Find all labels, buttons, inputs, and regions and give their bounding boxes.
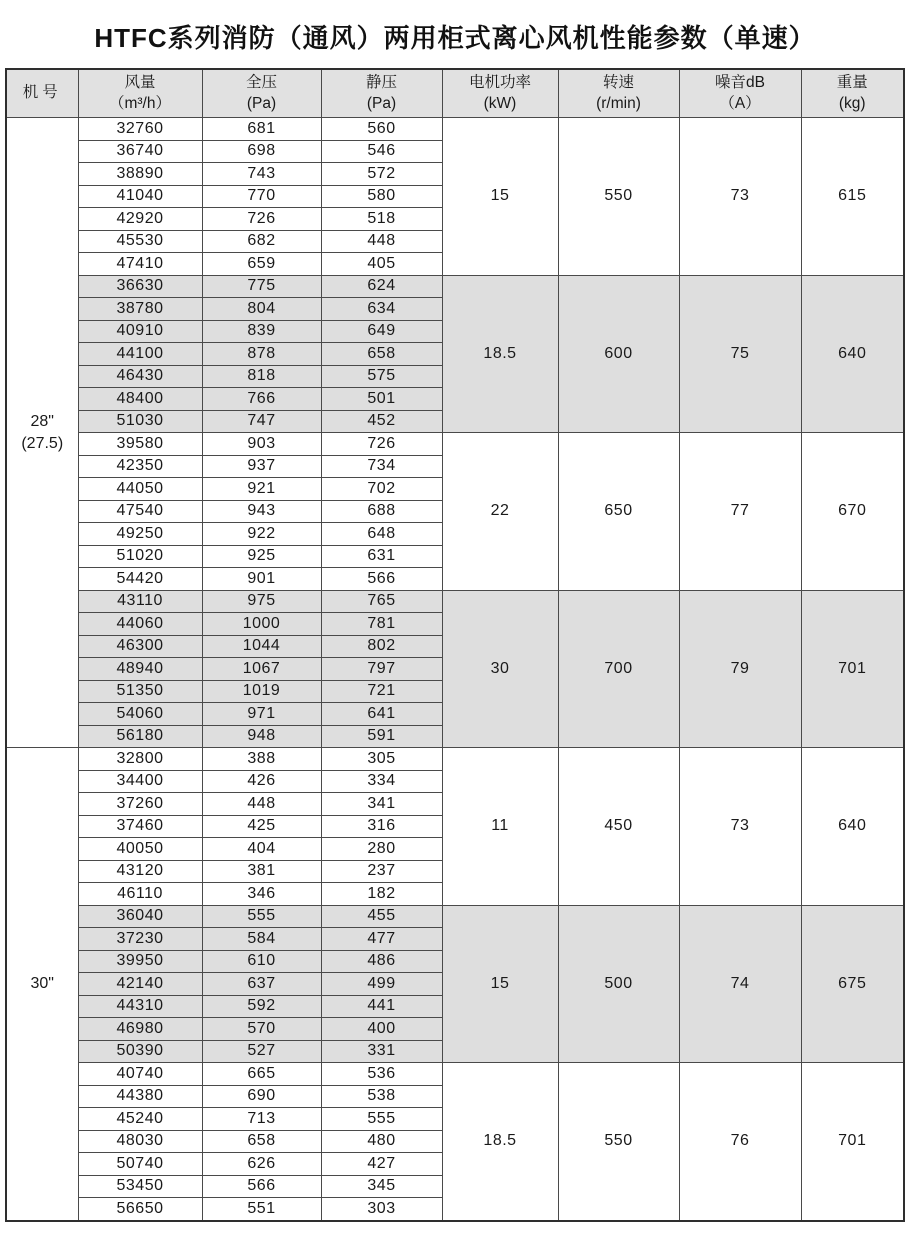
- header-total-pressure: [202, 69, 321, 118]
- weight-cell: 670: [801, 433, 904, 591]
- total-pressure-cell: 527: [202, 1040, 321, 1063]
- static-pressure-cell: 280: [321, 838, 442, 861]
- total-pressure-cell: 747: [202, 410, 321, 433]
- total-pressure-cell: 659: [202, 253, 321, 276]
- total-pressure-cell: 726: [202, 208, 321, 231]
- airflow-cell: 44310: [78, 995, 202, 1018]
- total-pressure-cell: 570: [202, 1018, 321, 1041]
- airflow-cell: 34400: [78, 770, 202, 793]
- total-pressure-cell: 555: [202, 905, 321, 928]
- static-pressure-cell: 721: [321, 680, 442, 703]
- header-weight-unit: (kg): [838, 94, 866, 112]
- airflow-cell: 42920: [78, 208, 202, 231]
- total-pressure-cell: 592: [202, 995, 321, 1018]
- static-pressure-cell: 477: [321, 928, 442, 951]
- total-pressure-cell: 1019: [202, 680, 321, 703]
- header-speed: [558, 69, 679, 118]
- airflow-cell: 40910: [78, 320, 202, 343]
- airflow-cell: 37460: [78, 815, 202, 838]
- airflow-cell: 32800: [78, 748, 202, 771]
- speed-cell: 500: [558, 905, 679, 1063]
- table-row: [6, 118, 904, 141]
- total-pressure-cell: 770: [202, 185, 321, 208]
- airflow-cell: 44050: [78, 478, 202, 501]
- airflow-cell: 49250: [78, 523, 202, 546]
- table-row: [6, 905, 904, 928]
- static-pressure-cell: 649: [321, 320, 442, 343]
- static-pressure-cell: 331: [321, 1040, 442, 1063]
- total-pressure-cell: 626: [202, 1153, 321, 1176]
- header-motor-power-unit: (kW): [483, 94, 517, 112]
- airflow-cell: 42350: [78, 455, 202, 478]
- airflow-cell: 44100: [78, 343, 202, 366]
- header-speed-label: 转速: [602, 74, 634, 92]
- airflow-cell: 43120: [78, 860, 202, 883]
- total-pressure-cell: 698: [202, 140, 321, 163]
- table-row: [6, 275, 904, 298]
- weight-cell: 615: [801, 118, 904, 276]
- table-row: [6, 748, 904, 771]
- airflow-cell: 39580: [78, 433, 202, 456]
- power-cell: 18.5: [442, 1063, 558, 1221]
- airflow-cell: 38780: [78, 298, 202, 321]
- model-line1: 30": [30, 974, 54, 992]
- airflow-cell: 45530: [78, 230, 202, 253]
- total-pressure-cell: 766: [202, 388, 321, 411]
- static-pressure-cell: 499: [321, 973, 442, 996]
- noise-cell: 75: [679, 275, 801, 433]
- static-pressure-cell: 341: [321, 793, 442, 816]
- table-row: [6, 1063, 904, 1086]
- power-cell: 22: [442, 433, 558, 591]
- model-cell: [6, 748, 78, 1221]
- total-pressure-cell: 665: [202, 1063, 321, 1086]
- static-pressure-cell: 536: [321, 1063, 442, 1086]
- header-total-pressure-unit: (Pa): [246, 94, 277, 112]
- airflow-cell: 37230: [78, 928, 202, 951]
- airflow-cell: 51030: [78, 410, 202, 433]
- total-pressure-cell: 878: [202, 343, 321, 366]
- total-pressure-cell: 775: [202, 275, 321, 298]
- total-pressure-cell: 975: [202, 590, 321, 613]
- weight-cell: 701: [801, 590, 904, 748]
- weight-cell: 640: [801, 275, 904, 433]
- page-title: HTFC系列消防（通风）两用柜式离心风机性能参数（单速）: [94, 23, 816, 53]
- header-airflow: [78, 69, 202, 118]
- airflow-cell: 32760: [78, 118, 202, 141]
- header-row: [6, 69, 904, 118]
- table-row: [6, 590, 904, 613]
- total-pressure-cell: 804: [202, 298, 321, 321]
- table-row: [6, 433, 904, 456]
- static-pressure-cell: 572: [321, 163, 442, 186]
- static-pressure-cell: 781: [321, 613, 442, 636]
- total-pressure-cell: 681: [202, 118, 321, 141]
- airflow-cell: 46980: [78, 1018, 202, 1041]
- header-weight-label: 重量: [836, 74, 868, 92]
- total-pressure-cell: 682: [202, 230, 321, 253]
- airflow-cell: 47410: [78, 253, 202, 276]
- total-pressure-cell: 551: [202, 1198, 321, 1221]
- static-pressure-cell: 334: [321, 770, 442, 793]
- static-pressure-cell: 658: [321, 343, 442, 366]
- noise-cell: 77: [679, 433, 801, 591]
- static-pressure-cell: 518: [321, 208, 442, 231]
- airflow-cell: 51350: [78, 680, 202, 703]
- static-pressure-cell: 580: [321, 185, 442, 208]
- header-model: [6, 69, 78, 118]
- power-cell: 11: [442, 748, 558, 906]
- static-pressure-cell: 591: [321, 725, 442, 748]
- static-pressure-cell: 486: [321, 950, 442, 973]
- model-cell: [6, 118, 78, 748]
- static-pressure-cell: 405: [321, 253, 442, 276]
- static-pressure-cell: 441: [321, 995, 442, 1018]
- weight-cell: 640: [801, 748, 904, 906]
- static-pressure-cell: 501: [321, 388, 442, 411]
- total-pressure-cell: 948: [202, 725, 321, 748]
- total-pressure-cell: 1067: [202, 658, 321, 681]
- noise-cell: 74: [679, 905, 801, 1063]
- airflow-cell: 36630: [78, 275, 202, 298]
- total-pressure-cell: 637: [202, 973, 321, 996]
- model-line1: 28": [30, 412, 54, 430]
- total-pressure-cell: 658: [202, 1130, 321, 1153]
- power-cell: 18.5: [442, 275, 558, 433]
- airflow-cell: 50390: [78, 1040, 202, 1063]
- total-pressure-cell: 388: [202, 748, 321, 771]
- total-pressure-cell: 839: [202, 320, 321, 343]
- airflow-cell: 48940: [78, 658, 202, 681]
- total-pressure-cell: 566: [202, 1175, 321, 1198]
- total-pressure-cell: 903: [202, 433, 321, 456]
- static-pressure-cell: 480: [321, 1130, 442, 1153]
- header-noise-unit: （A）: [719, 94, 761, 112]
- airflow-cell: 38890: [78, 163, 202, 186]
- static-pressure-cell: 797: [321, 658, 442, 681]
- total-pressure-cell: 1044: [202, 635, 321, 658]
- airflow-cell: 51020: [78, 545, 202, 568]
- static-pressure-cell: 237: [321, 860, 442, 883]
- airflow-cell: 36040: [78, 905, 202, 928]
- total-pressure-cell: 584: [202, 928, 321, 951]
- static-pressure-cell: 305: [321, 748, 442, 771]
- total-pressure-cell: 1000: [202, 613, 321, 636]
- airflow-cell: 39950: [78, 950, 202, 973]
- static-pressure-cell: 345: [321, 1175, 442, 1198]
- header-noise-label: 噪音dB: [715, 74, 765, 92]
- total-pressure-cell: 943: [202, 500, 321, 523]
- speed-cell: 700: [558, 590, 679, 748]
- total-pressure-cell: 818: [202, 365, 321, 388]
- total-pressure-cell: 743: [202, 163, 321, 186]
- weight-cell: 675: [801, 905, 904, 1063]
- total-pressure-cell: 925: [202, 545, 321, 568]
- static-pressure-cell: 303: [321, 1198, 442, 1221]
- airflow-cell: 48400: [78, 388, 202, 411]
- fan-spec-table: [5, 68, 905, 1222]
- airflow-cell: 43110: [78, 590, 202, 613]
- power-cell: 15: [442, 118, 558, 276]
- static-pressure-cell: 546: [321, 140, 442, 163]
- total-pressure-cell: 381: [202, 860, 321, 883]
- total-pressure-cell: 901: [202, 568, 321, 591]
- header-airflow-unit: （m³/h）: [108, 94, 171, 112]
- header-static-pressure: [321, 69, 442, 118]
- static-pressure-cell: 400: [321, 1018, 442, 1041]
- static-pressure-cell: 624: [321, 275, 442, 298]
- airflow-cell: 45240: [78, 1108, 202, 1131]
- static-pressure-cell: 765: [321, 590, 442, 613]
- header-noise: [679, 69, 801, 118]
- airflow-cell: 48030: [78, 1130, 202, 1153]
- static-pressure-cell: 726: [321, 433, 442, 456]
- airflow-cell: 56650: [78, 1198, 202, 1221]
- total-pressure-cell: 713: [202, 1108, 321, 1131]
- static-pressure-cell: 634: [321, 298, 442, 321]
- static-pressure-cell: 455: [321, 905, 442, 928]
- airflow-cell: 56180: [78, 725, 202, 748]
- static-pressure-cell: 702: [321, 478, 442, 501]
- static-pressure-cell: 316: [321, 815, 442, 838]
- total-pressure-cell: 937: [202, 455, 321, 478]
- speed-cell: 600: [558, 275, 679, 433]
- static-pressure-cell: 560: [321, 118, 442, 141]
- total-pressure-cell: 426: [202, 770, 321, 793]
- total-pressure-cell: 448: [202, 793, 321, 816]
- table-header: [6, 69, 904, 118]
- airflow-cell: 46300: [78, 635, 202, 658]
- speed-cell: 450: [558, 748, 679, 906]
- airflow-cell: 46430: [78, 365, 202, 388]
- static-pressure-cell: 538: [321, 1085, 442, 1108]
- airflow-cell: 42140: [78, 973, 202, 996]
- static-pressure-cell: 688: [321, 500, 442, 523]
- airflow-cell: 36740: [78, 140, 202, 163]
- power-cell: 30: [442, 590, 558, 748]
- header-speed-unit: (r/min): [596, 94, 641, 112]
- total-pressure-cell: 971: [202, 703, 321, 726]
- header-model-label: 机号: [22, 84, 62, 102]
- total-pressure-cell: 346: [202, 883, 321, 906]
- static-pressure-cell: 182: [321, 883, 442, 906]
- header-static-pressure-label: 静压: [365, 74, 397, 92]
- noise-cell: 73: [679, 748, 801, 906]
- airflow-cell: 41040: [78, 185, 202, 208]
- airflow-cell: 44380: [78, 1085, 202, 1108]
- static-pressure-cell: 452: [321, 410, 442, 433]
- airflow-cell: 53450: [78, 1175, 202, 1198]
- noise-cell: 76: [679, 1063, 801, 1221]
- total-pressure-cell: 425: [202, 815, 321, 838]
- header-static-pressure-unit: (Pa): [366, 94, 397, 112]
- airflow-cell: 44060: [78, 613, 202, 636]
- model-line2: (27.5): [21, 434, 64, 452]
- speed-cell: 650: [558, 433, 679, 591]
- airflow-cell: 37260: [78, 793, 202, 816]
- total-pressure-cell: 610: [202, 950, 321, 973]
- total-pressure-cell: 921: [202, 478, 321, 501]
- speed-cell: 550: [558, 1063, 679, 1221]
- noise-cell: 73: [679, 118, 801, 276]
- static-pressure-cell: 427: [321, 1153, 442, 1176]
- airflow-cell: 40050: [78, 838, 202, 861]
- header-airflow-label: 风量: [124, 74, 156, 92]
- table-body: [6, 118, 904, 1221]
- static-pressure-cell: 641: [321, 703, 442, 726]
- weight-cell: 701: [801, 1063, 904, 1221]
- static-pressure-cell: 734: [321, 455, 442, 478]
- static-pressure-cell: 631: [321, 545, 442, 568]
- speed-cell: 550: [558, 118, 679, 276]
- total-pressure-cell: 690: [202, 1085, 321, 1108]
- static-pressure-cell: 575: [321, 365, 442, 388]
- header-total-pressure-label: 全压: [245, 74, 277, 92]
- airflow-cell: 46110: [78, 883, 202, 906]
- static-pressure-cell: 648: [321, 523, 442, 546]
- airflow-cell: 50740: [78, 1153, 202, 1176]
- total-pressure-cell: 922: [202, 523, 321, 546]
- airflow-cell: 54060: [78, 703, 202, 726]
- power-cell: 15: [442, 905, 558, 1063]
- airflow-cell: 47540: [78, 500, 202, 523]
- total-pressure-cell: 404: [202, 838, 321, 861]
- noise-cell: 79: [679, 590, 801, 748]
- static-pressure-cell: 566: [321, 568, 442, 591]
- header-weight: [801, 69, 904, 118]
- static-pressure-cell: 555: [321, 1108, 442, 1131]
- header-motor-power: [442, 69, 558, 118]
- static-pressure-cell: 802: [321, 635, 442, 658]
- airflow-cell: 40740: [78, 1063, 202, 1086]
- static-pressure-cell: 448: [321, 230, 442, 253]
- airflow-cell: 54420: [78, 568, 202, 591]
- header-motor-power-label: 电机功率: [468, 74, 531, 92]
